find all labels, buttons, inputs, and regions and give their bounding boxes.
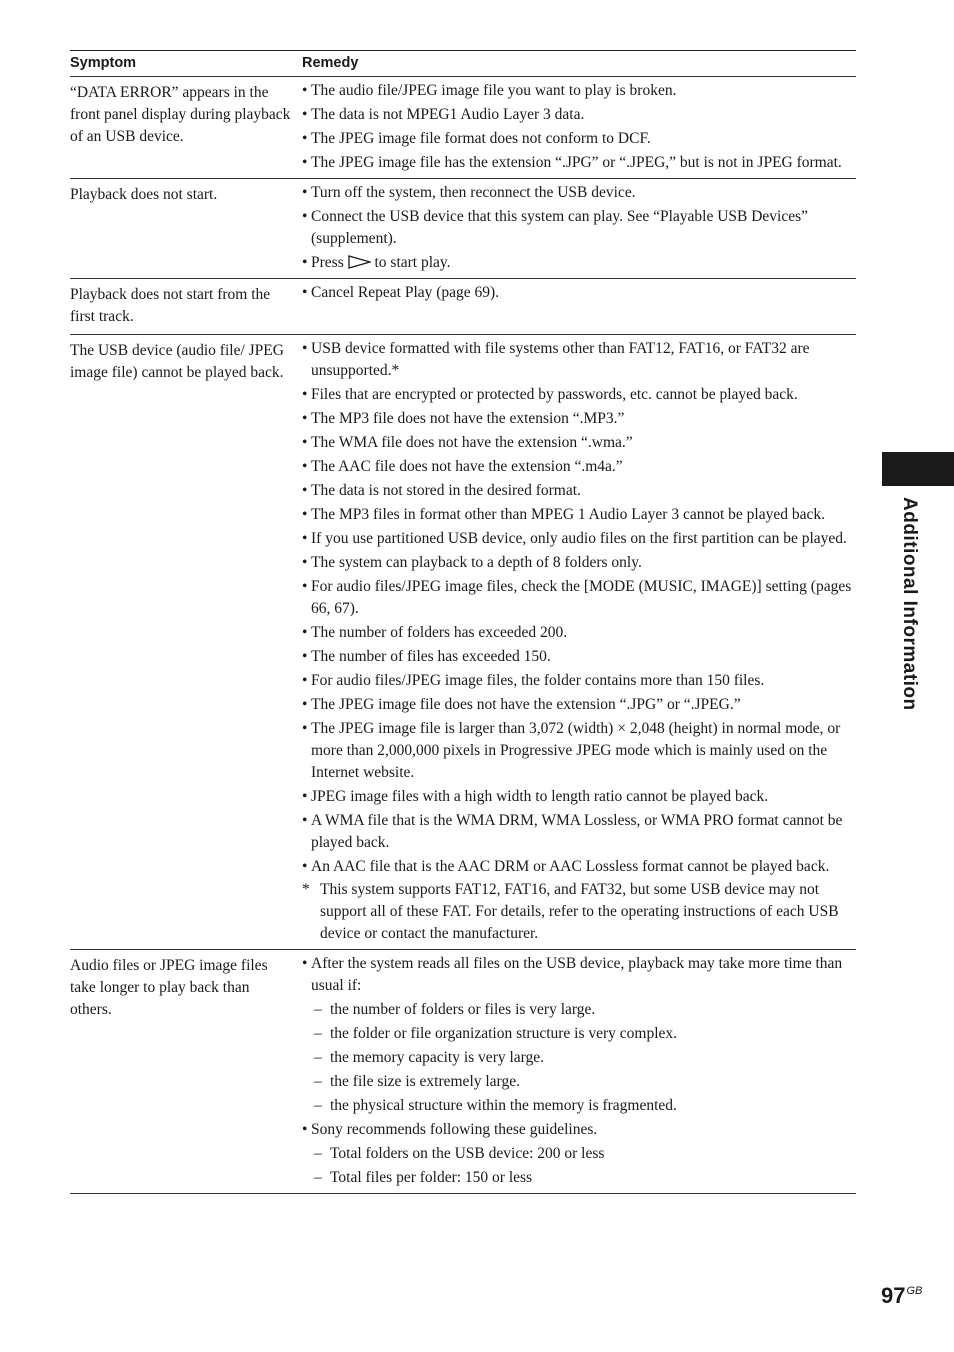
symptom-cell: “DATA ERROR” appears in the front panel display during playback of an USB device. bbox=[70, 84, 291, 145]
remedy-item: • The audio file/JPEG image file you want to play is broken. bbox=[302, 80, 856, 102]
table-row bbox=[70, 279, 856, 335]
remedy-item: • The JPEG image file is larger than 3,072 (width) × 2,048 (height) in normal mode, or more than 2,000,000 pixels in Progressive JPEG mode which is mainly used on the Internet website. bbox=[302, 718, 856, 784]
section-side-label: Additional Information bbox=[899, 497, 920, 711]
remedy-item: • A WMA file that is the WMA DRM, WMA Lossless, or WMA PRO format cannot be played back. bbox=[302, 810, 856, 854]
remedy-item-press bbox=[302, 252, 856, 274]
symptom-cell: Playback does not start. bbox=[70, 179, 302, 279]
table-header-row bbox=[70, 51, 856, 77]
remedy-item: • For audio files/JPEG image files, check the [MODE (MUSIC, IMAGE)] setting (pages 66, 67). bbox=[302, 576, 856, 620]
table-row bbox=[70, 179, 856, 279]
remedy-item: • JPEG image files with a high width to length ratio cannot be played back. bbox=[302, 786, 856, 808]
remedy-item: • An AAC file that is the AAC DRM or AAC Lossless format cannot be played back. bbox=[302, 856, 856, 878]
remedy-item: • The AAC file does not have the extension “.m4a.” bbox=[302, 456, 856, 478]
remedy-item: • The data is not stored in the desired format. bbox=[302, 480, 856, 502]
sub-item: – the memory capacity is very large. bbox=[302, 1047, 856, 1069]
remedy-cell bbox=[302, 279, 856, 335]
remedy-item: • Sony recommends following these guidelines. bbox=[302, 1119, 856, 1141]
section-tab-marker bbox=[882, 452, 954, 486]
remedy-item: • After the system reads all files on the USB device, playback may take more time than usual if: bbox=[302, 953, 856, 997]
remedy-item: • If you use partitioned USB device, only audio files on the first partition can be played. bbox=[302, 528, 856, 550]
remedy-item: • Turn off the system, then reconnect the USB device. bbox=[302, 182, 856, 204]
remedy-item: • The MP3 files in format other than MPEG 1 Audio Layer 3 cannot be played back. bbox=[302, 504, 856, 526]
remedy-item: • Cancel Repeat Play (page 69). bbox=[302, 282, 856, 304]
remedy-item: • The number of folders has exceeded 200. bbox=[302, 622, 856, 644]
symptom-cell: Playback does not start from the first track. bbox=[70, 279, 302, 335]
page-number-value: 97 bbox=[881, 1283, 906, 1308]
page-number-suffix: GB bbox=[906, 1285, 923, 1297]
sub-item: – the file size is extremely large. bbox=[302, 1071, 856, 1093]
sub-item: – the number of folders or files is very large. bbox=[302, 999, 856, 1021]
play-icon bbox=[348, 255, 371, 269]
remedy-item: • The MP3 file does not have the extension “.MP3.” bbox=[302, 408, 856, 430]
remedy-item: • Connect the USB device that this system can play. See “Playable USB Devices” (supplement). bbox=[302, 206, 856, 250]
remedy-item: • The system can playback to a depth of 8 folders only. bbox=[302, 552, 856, 574]
symptom-cell: Audio files or JPEG image files take longer to play back than others. bbox=[70, 950, 302, 1194]
press-text: Press bbox=[311, 254, 344, 271]
symptom-header: Symptom bbox=[70, 51, 302, 77]
page-number bbox=[881, 1283, 922, 1309]
remedy-item: • Files that are encrypted or protected by passwords, etc. cannot be played back. bbox=[302, 384, 856, 406]
remedy-cell bbox=[302, 335, 856, 950]
remedy-item: • The JPEG image file does not have the extension “.JPG” or “.JPEG.” bbox=[302, 694, 856, 716]
remedy-item: • The number of files has exceeded 150. bbox=[302, 646, 856, 668]
footnote-text: This system supports FAT12, FAT16, and FAT32, but some USB device may not support all of these FAT. For details, refer to the operating instructions of each USB device or contact the manufacturer. bbox=[320, 881, 839, 942]
sub-item: – Total folders on the USB device: 200 or less bbox=[302, 1143, 856, 1165]
troubleshooting-table bbox=[70, 50, 856, 1194]
sub-item: – the folder or file organization structure is very complex. bbox=[302, 1023, 856, 1045]
remedy-item: • The JPEG image file format does not conform to DCF. bbox=[302, 128, 856, 150]
symptom-cell: The USB device (audio file/ JPEG image file) cannot be played back. bbox=[70, 335, 302, 950]
table-row bbox=[70, 335, 856, 950]
sub-item: – the physical structure within the memory is fragmented. bbox=[302, 1095, 856, 1117]
remedy-cell bbox=[302, 950, 856, 1194]
press-suffix-text: to start play. bbox=[374, 254, 451, 271]
remedy-item: • The data is not MPEG1 Audio Layer 3 data. bbox=[302, 104, 856, 126]
footnote bbox=[302, 879, 856, 945]
remedy-item: • The WMA file does not have the extension “.wma.” bbox=[302, 432, 856, 454]
remedy-item: • The JPEG image file has the extension “.JPG” or “.JPEG,” but is not in JPEG format. bbox=[302, 152, 856, 174]
remedy-cell bbox=[302, 77, 856, 179]
remedy-cell bbox=[302, 179, 856, 279]
table-row bbox=[70, 77, 856, 179]
footnote-mark: * bbox=[302, 881, 310, 898]
table-row bbox=[70, 950, 856, 1194]
remedy-item: • For audio files/JPEG image files, the folder contains more than 150 files. bbox=[302, 670, 856, 692]
remedy-header: Remedy bbox=[302, 51, 856, 77]
sub-item: – Total files per folder: 150 or less bbox=[302, 1167, 856, 1189]
remedy-item: • USB device formatted with file systems other than FAT12, FAT16, or FAT32 are unsupported.* bbox=[302, 338, 856, 382]
